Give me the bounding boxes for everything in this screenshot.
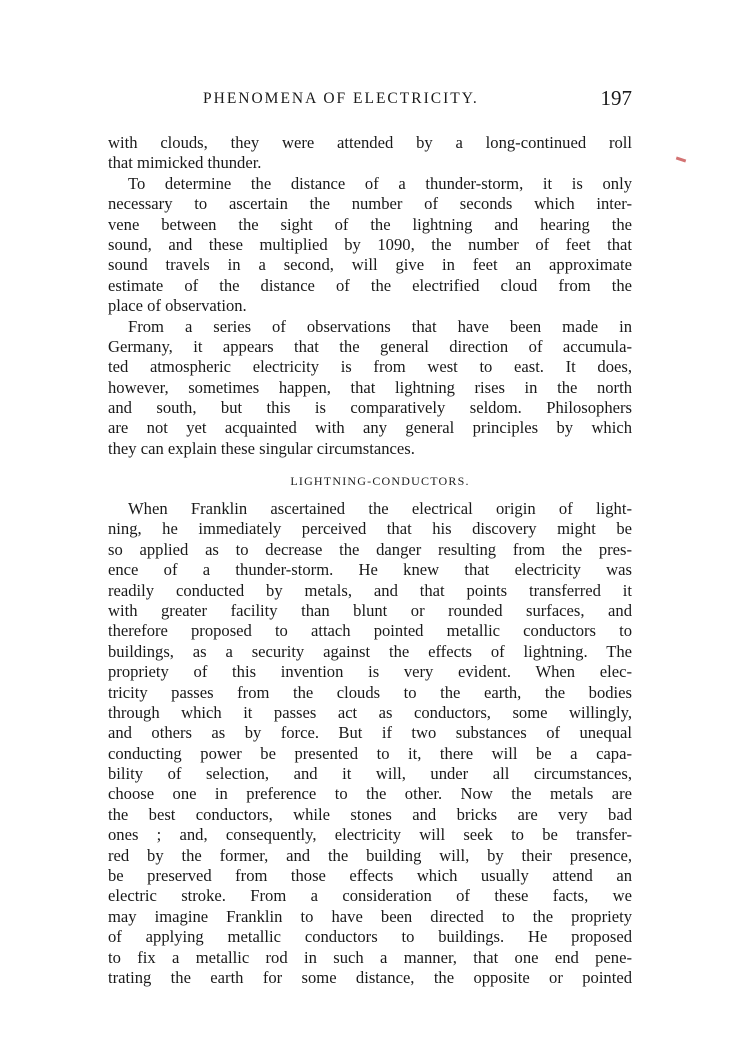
page-number: 197	[600, 86, 632, 110]
text-line: bility of selection, and it will, under all circumstances,	[108, 764, 632, 784]
text-line: so applied as to decrease the danger resulting from the pres-	[108, 539, 632, 559]
section-heading	[108, 474, 632, 489]
running-head: PHENOMENA OF ELECTRICITY.	[203, 90, 479, 107]
text-line: to fix a metallic rod in such a manner, that one end pene-	[108, 947, 632, 967]
text-line: estimate of the distance of the electrified cloud from the	[108, 275, 632, 295]
text-line: trating the earth for some distance, the opposite or pointed	[108, 967, 632, 987]
text-line: ted atmospheric electricity is from west to east. It does,	[108, 357, 632, 377]
text-line: and others as by force. But if two substances of unequal	[108, 723, 632, 743]
text-line: necessary to ascertain the number of seconds which inter-	[108, 194, 632, 214]
text-line: sound travels in a second, will give in feet an approximate	[108, 255, 632, 275]
text-line: Germany, it appears that the general direction of accumula-	[108, 336, 632, 356]
text-line: are not yet acquainted with any general principles by which	[108, 418, 632, 438]
text-line: may imagine Franklin to have been directed to the propriety	[108, 906, 632, 926]
text-line: red by the former, and the building will, by their presence,	[108, 845, 632, 865]
text-line: of applying metallic conductors to buildings. He proposed	[108, 927, 632, 947]
text-line: with greater facility than blunt or rounded surfaces, and	[108, 600, 632, 620]
text-line: propriety of this invention is very evident. When elec-	[108, 662, 632, 682]
text-line: place of observation.	[108, 296, 247, 316]
section-heading-text: LIGHTNING-CONDUCTORS.	[290, 474, 470, 488]
text-line: therefore proposed to attach pointed metallic conductors to	[108, 621, 632, 641]
text-line: and south, but this is comparatively seldom. Philosophers	[108, 398, 632, 418]
text-line: sound, and these multiplied by 1090, the number of feet that	[108, 234, 632, 254]
text-line: From a series of observations that have been made in	[128, 316, 632, 336]
text-line: through which it passes act as conductors, some willingly,	[108, 702, 632, 722]
text-line: tricity passes from the clouds to the earth, the bodies	[108, 682, 632, 702]
text-line: When Franklin ascertained the electrical origin of light-	[128, 499, 632, 518]
text-line: choose one in preference to the other. Now the metals are	[108, 784, 632, 804]
text-block-upper	[108, 133, 632, 459]
text-line: with clouds, they were attended by a long-continued roll	[108, 133, 632, 152]
text-line: that mimicked thunder.	[108, 153, 262, 173]
text-line: To determine the distance of a thunder-storm, it is only	[128, 173, 632, 193]
text-line: conducting power be presented to it, there will be a capa-	[108, 743, 632, 763]
text-line: they can explain these singular circumstances.	[108, 438, 415, 458]
page-header	[108, 86, 632, 112]
text-line: electric stroke. From a consideration of these facts, we	[108, 886, 632, 906]
text-line: ning, he immediately perceived that his discovery might be	[108, 519, 632, 539]
text-line: buildings, as a security against the effects of lightning. The	[108, 641, 632, 661]
text-line: vene between the sight of the lightning and hearing the	[108, 214, 632, 234]
text-line: ones ; and, consequently, electricity will seek to be transfer-	[108, 825, 632, 845]
margin-mark	[676, 157, 686, 163]
text-line: ence of a thunder-storm. He knew that electricity was	[108, 560, 632, 580]
text-block-lower	[108, 499, 632, 988]
text-line: be preserved from those effects which usually attend an	[108, 866, 632, 886]
text-line: readily conducted by metals, and that points transferred it	[108, 580, 632, 600]
text-line: however, sometimes happen, that lightning rises in the north	[108, 377, 632, 397]
text-line: the best conductors, while stones and bricks are very bad	[108, 804, 632, 824]
